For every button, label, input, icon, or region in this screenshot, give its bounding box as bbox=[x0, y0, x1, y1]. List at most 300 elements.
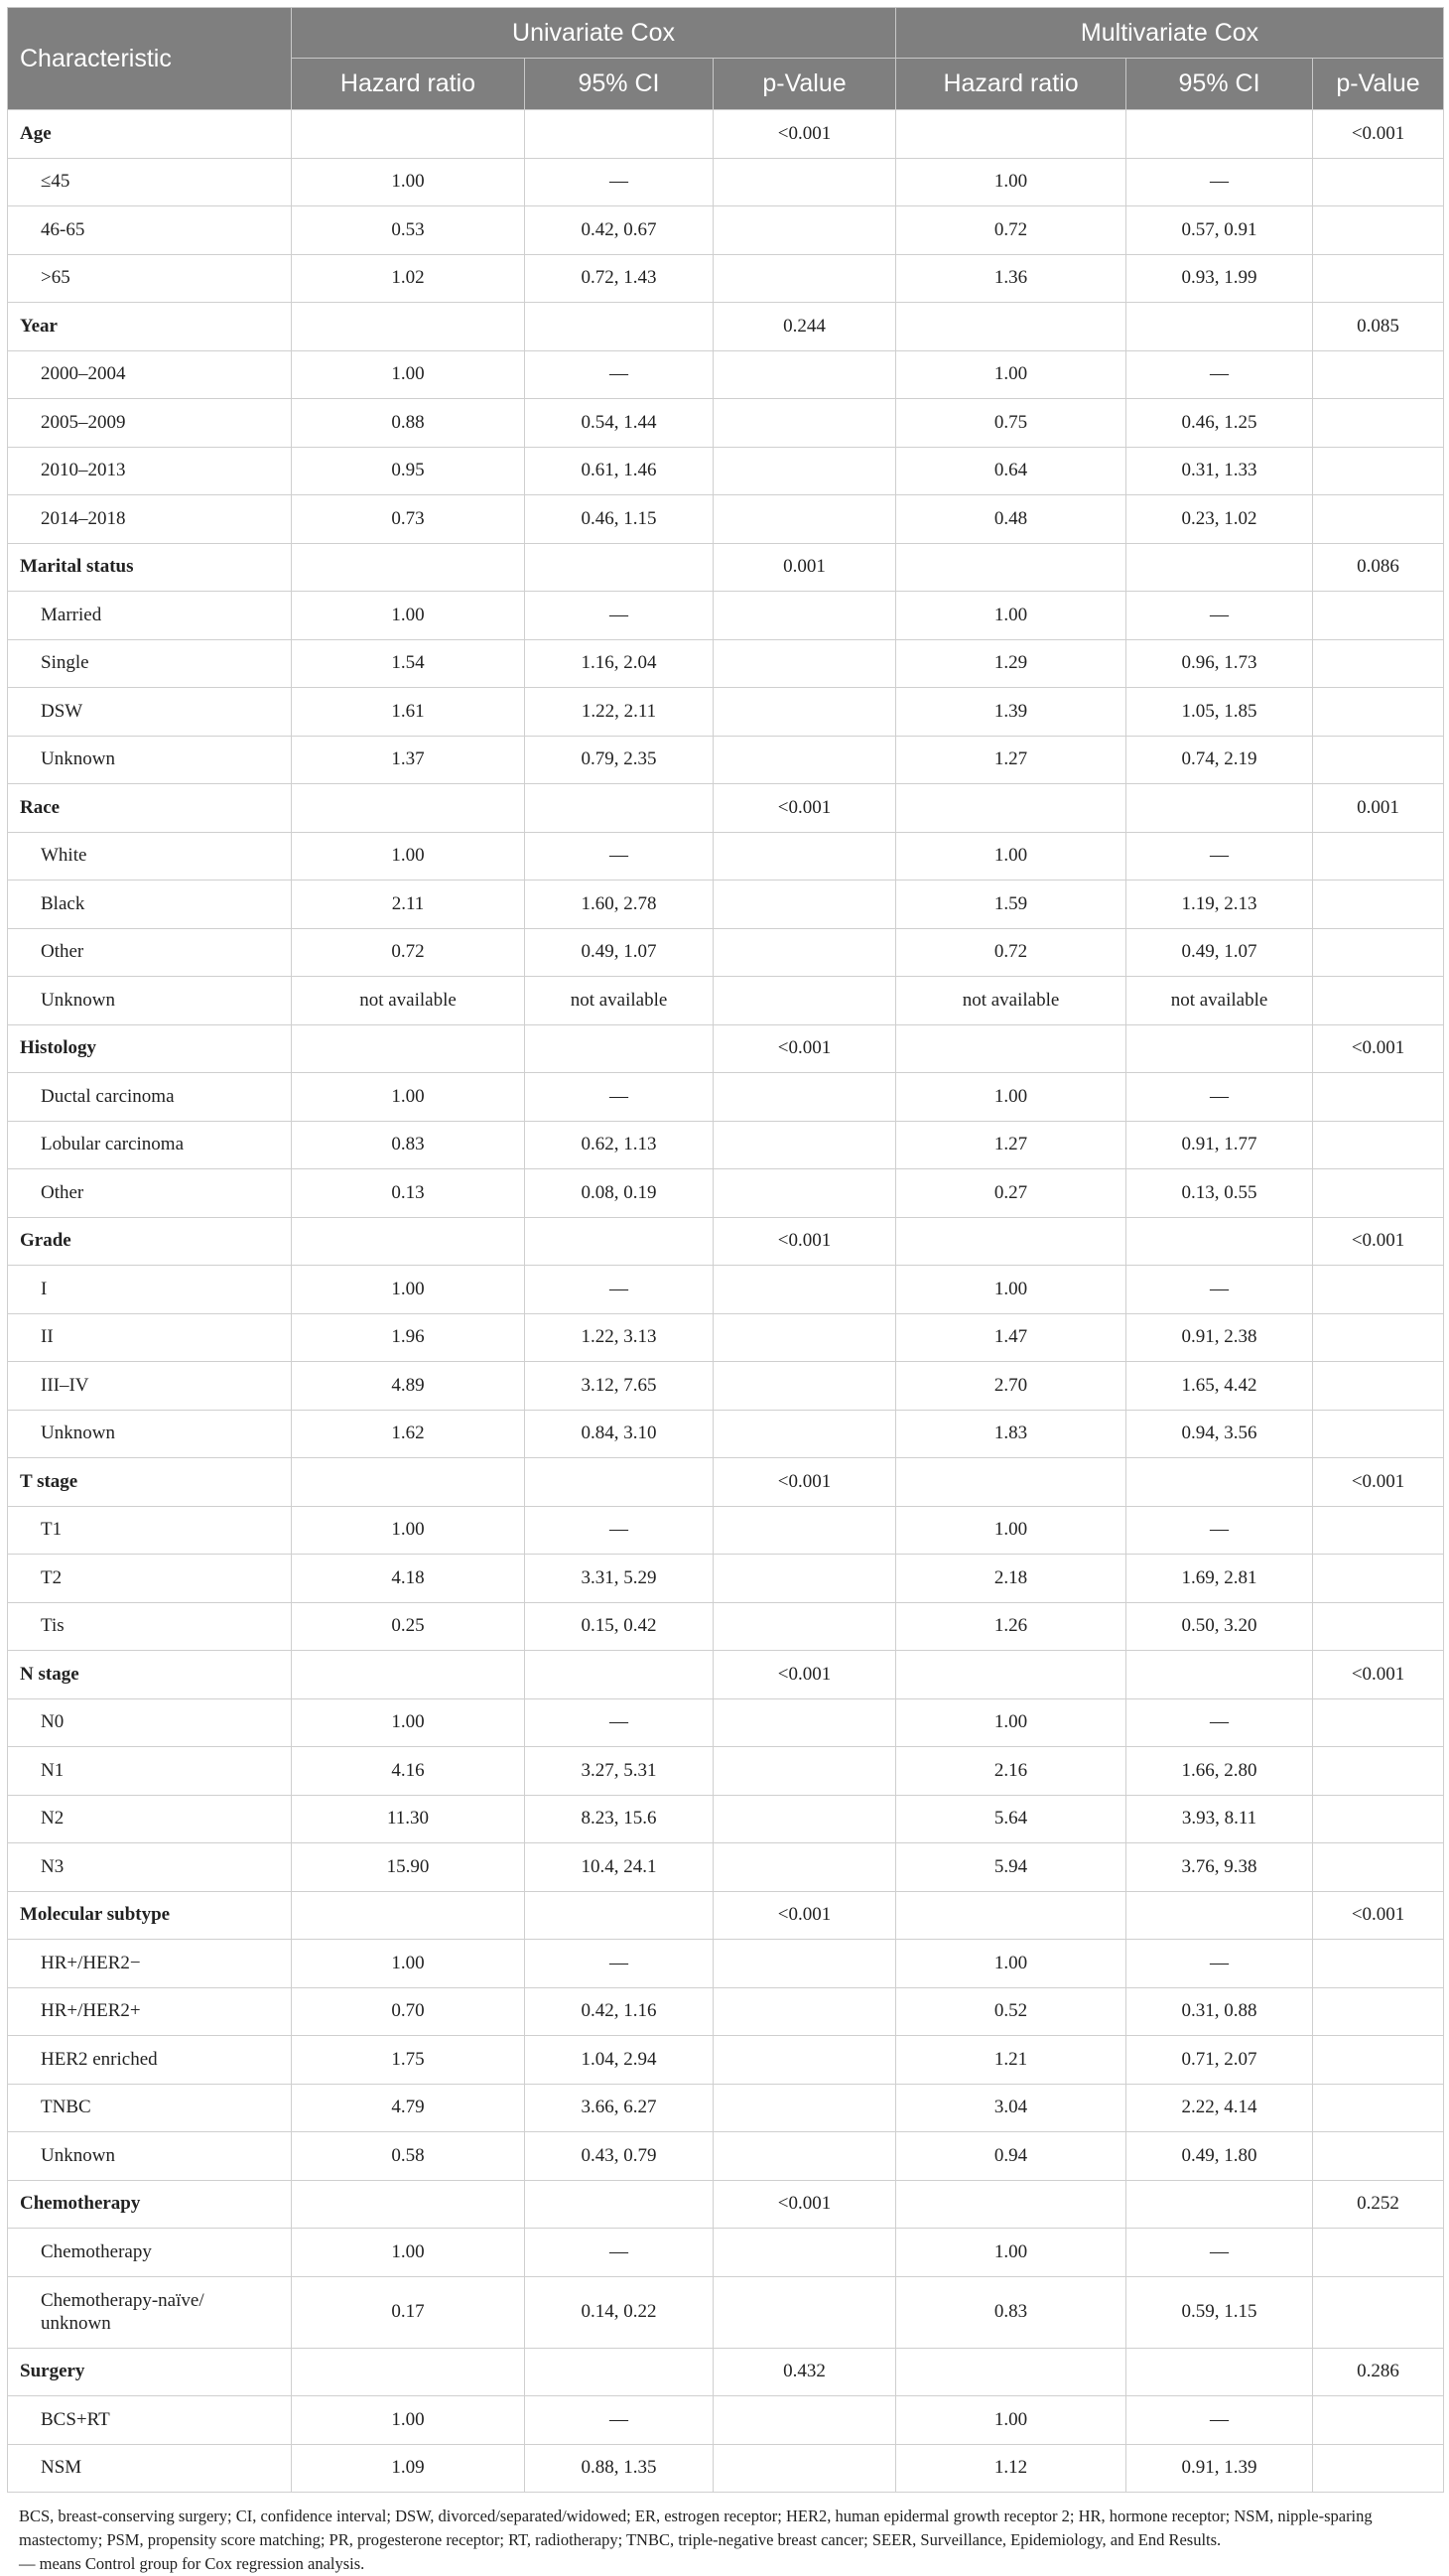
abbreviations-footnote: BCS, breast-conserving surgery; CI, confidence interval; DSW, divorced/separated/widowed; ER, estrogen receptor; HER2, human epidermal growth receptor 2; HR, hormone receptor; NSM, nipple-sparing mastectomy; PSM, propensity score matching; PR, progesterone receptor; RT, radiotherapy; TNBC, triple-negative breast cancer; SEER, Surveillance, Epidemiology, and End Results. bbox=[19, 2507, 1373, 2549]
multi-pvalue-cell bbox=[1313, 2036, 1444, 2085]
table-row bbox=[8, 1987, 1444, 2036]
multi-ci-cell: 0.74, 2.19 bbox=[1126, 736, 1313, 784]
uni-hazard-ratio-cell: 1.00 bbox=[292, 1506, 525, 1555]
group-label: Race bbox=[8, 784, 292, 833]
row-label: 2014–2018 bbox=[8, 495, 292, 544]
group-row bbox=[8, 110, 1444, 159]
multi-ci-cell bbox=[1126, 1024, 1313, 1073]
table-row bbox=[8, 639, 1444, 688]
row-label: Ductal carcinoma bbox=[8, 1073, 292, 1122]
row-label: Other bbox=[8, 1169, 292, 1218]
multi-pvalue-cell: 0.085 bbox=[1313, 303, 1444, 351]
table-row bbox=[8, 832, 1444, 881]
group-row bbox=[8, 2348, 1444, 2396]
multi-pvalue-cell: <0.001 bbox=[1313, 1458, 1444, 1507]
table-row bbox=[8, 1602, 1444, 1651]
row-label: 2010–2013 bbox=[8, 447, 292, 495]
multi-hazard-ratio-cell: 1.00 bbox=[896, 158, 1126, 206]
multi-ci-cell: 1.65, 4.42 bbox=[1126, 1362, 1313, 1411]
multi-hazard-ratio-cell: 0.75 bbox=[896, 399, 1126, 448]
multi-ci-cell: — bbox=[1126, 1940, 1313, 1988]
uni-pvalue-cell bbox=[714, 1121, 896, 1169]
table-row bbox=[8, 2132, 1444, 2181]
multi-hazard-ratio-cell: 0.72 bbox=[896, 206, 1126, 255]
multi-hazard-ratio-cell bbox=[896, 1458, 1126, 1507]
row-label: ≤45 bbox=[8, 158, 292, 206]
uni-hazard-ratio-cell bbox=[292, 1891, 525, 1940]
multi-hazard-ratio-cell: 1.29 bbox=[896, 639, 1126, 688]
uni-ci-cell: 0.43, 0.79 bbox=[525, 2132, 714, 2181]
multi-pvalue-cell: 0.086 bbox=[1313, 543, 1444, 592]
table-row bbox=[8, 1843, 1444, 1892]
table-row bbox=[8, 592, 1444, 640]
multi-ci-cell bbox=[1126, 110, 1313, 159]
uni-ci-cell: 1.16, 2.04 bbox=[525, 639, 714, 688]
row-label: N0 bbox=[8, 1698, 292, 1747]
multi-pvalue-cell bbox=[1313, 2084, 1444, 2132]
multi-hazard-ratio-cell bbox=[896, 784, 1126, 833]
table-row bbox=[8, 688, 1444, 737]
uni-hazard-ratio-cell: 1.00 bbox=[292, 350, 525, 399]
multi-pvalue-cell bbox=[1313, 1073, 1444, 1122]
multi-hazard-ratio-cell: 1.00 bbox=[896, 2229, 1126, 2277]
uni-pvalue-cell bbox=[714, 2276, 896, 2348]
uni-ci-cell bbox=[525, 784, 714, 833]
uni-hazard-ratio-cell: 1.00 bbox=[292, 158, 525, 206]
group-label: Age bbox=[8, 110, 292, 159]
uni-hazard-ratio-cell bbox=[292, 110, 525, 159]
multi-hazard-ratio-cell: not available bbox=[896, 977, 1126, 1025]
uni-hazard-ratio-cell: 1.37 bbox=[292, 736, 525, 784]
uni-ci-cell: 1.22, 2.11 bbox=[525, 688, 714, 737]
multi-hazard-ratio-cell: 1.12 bbox=[896, 2444, 1126, 2493]
group-row bbox=[8, 784, 1444, 833]
multi-ci-cell: 3.93, 8.11 bbox=[1126, 1795, 1313, 1843]
uni-pvalue-cell bbox=[714, 1698, 896, 1747]
multi-pvalue-cell: 0.252 bbox=[1313, 2180, 1444, 2229]
multi-hazard-ratio-cell: 1.00 bbox=[896, 592, 1126, 640]
multi-hazard-ratio-cell: 1.47 bbox=[896, 1313, 1126, 1362]
uni-ci-cell: — bbox=[525, 1940, 714, 1988]
uni-hazard-ratio-cell: 1.00 bbox=[292, 1940, 525, 1988]
row-label: Unknown bbox=[8, 736, 292, 784]
uni-hazard-ratio-cell: 1.02 bbox=[292, 254, 525, 303]
uni-hazard-ratio-cell: 1.62 bbox=[292, 1410, 525, 1458]
multi-pvalue-cell bbox=[1313, 495, 1444, 544]
row-label: Unknown bbox=[8, 2132, 292, 2181]
multi-pvalue-cell: <0.001 bbox=[1313, 1217, 1444, 1266]
multi-hazard-ratio-cell: 5.64 bbox=[896, 1795, 1126, 1843]
table-row bbox=[8, 350, 1444, 399]
multi-pvalue-cell bbox=[1313, 2229, 1444, 2277]
uni-hazard-ratio-cell: 0.88 bbox=[292, 399, 525, 448]
multi-ci-cell bbox=[1126, 2180, 1313, 2229]
uni-ci-cell: — bbox=[525, 832, 714, 881]
multi-ci-cell: 1.05, 1.85 bbox=[1126, 688, 1313, 737]
uni-ci-cell: — bbox=[525, 1073, 714, 1122]
uni-pvalue-cell: <0.001 bbox=[714, 1217, 896, 1266]
group-row bbox=[8, 1651, 1444, 1699]
row-label: 46-65 bbox=[8, 206, 292, 255]
uni-ci-cell: 3.66, 6.27 bbox=[525, 2084, 714, 2132]
multi-pvalue-cell bbox=[1313, 350, 1444, 399]
multi-ci-cell: 2.22, 4.14 bbox=[1126, 2084, 1313, 2132]
table-row bbox=[8, 1073, 1444, 1122]
uni-pvalue-cell bbox=[714, 1073, 896, 1122]
multi-hazard-ratio-cell: 0.83 bbox=[896, 2276, 1126, 2348]
uni-hazard-ratio-cell: 0.13 bbox=[292, 1169, 525, 1218]
multi-hazard-ratio-cell: 1.00 bbox=[896, 1940, 1126, 1988]
row-label: BCS+RT bbox=[8, 2396, 292, 2445]
multi-hazard-ratio-cell: 1.00 bbox=[896, 1506, 1126, 1555]
uni-ci-cell bbox=[525, 1217, 714, 1266]
multi-ci-cell: 0.46, 1.25 bbox=[1126, 399, 1313, 448]
multi-pvalue-header: p-Value bbox=[1313, 59, 1444, 110]
multi-pvalue-cell bbox=[1313, 881, 1444, 929]
multi-pvalue-cell bbox=[1313, 1843, 1444, 1892]
table-row bbox=[8, 928, 1444, 977]
multi-pvalue-cell: <0.001 bbox=[1313, 1024, 1444, 1073]
uni-ci-cell: 0.72, 1.43 bbox=[525, 254, 714, 303]
uni-hazard-ratio-cell bbox=[292, 2348, 525, 2396]
table-row bbox=[8, 736, 1444, 784]
multi-hazard-ratio-cell: 5.94 bbox=[896, 1843, 1126, 1892]
multi-pvalue-cell: <0.001 bbox=[1313, 110, 1444, 159]
multi-hazard-ratio-cell: 1.00 bbox=[896, 1073, 1126, 1122]
multi-hazard-ratio-cell: 1.00 bbox=[896, 1266, 1126, 1314]
uni-pvalue-cell bbox=[714, 399, 896, 448]
table-row bbox=[8, 2444, 1444, 2493]
multi-pvalue-cell bbox=[1313, 254, 1444, 303]
multi-ci-cell: — bbox=[1126, 1266, 1313, 1314]
multi-ci-cell: 0.94, 3.56 bbox=[1126, 1410, 1313, 1458]
row-label: HER2 enriched bbox=[8, 2036, 292, 2085]
row-label: Married bbox=[8, 592, 292, 640]
multi-hazard-ratio-cell: 1.00 bbox=[896, 2396, 1126, 2445]
multi-hazard-ratio-cell: 1.59 bbox=[896, 881, 1126, 929]
uni-pvalue-cell bbox=[714, 2036, 896, 2085]
row-label: N1 bbox=[8, 1747, 292, 1796]
multi-ci-cell: 0.96, 1.73 bbox=[1126, 639, 1313, 688]
row-label: Other bbox=[8, 928, 292, 977]
table-row bbox=[8, 1169, 1444, 1218]
table-row bbox=[8, 447, 1444, 495]
uni-pvalue-cell bbox=[714, 495, 896, 544]
uni-pvalue-cell bbox=[714, 1313, 896, 1362]
uni-pvalue-cell bbox=[714, 2132, 896, 2181]
multi-pvalue-cell: <0.001 bbox=[1313, 1651, 1444, 1699]
multi-ci-cell: — bbox=[1126, 158, 1313, 206]
uni-ci-cell bbox=[525, 2180, 714, 2229]
uni-hazard-ratio-cell: 4.79 bbox=[292, 2084, 525, 2132]
uni-pvalue-cell bbox=[714, 1602, 896, 1651]
characteristic-header: Characteristic bbox=[8, 8, 292, 110]
multi-ci-cell bbox=[1126, 1891, 1313, 1940]
table-row bbox=[8, 1410, 1444, 1458]
group-label: Year bbox=[8, 303, 292, 351]
uni-pvalue-cell: <0.001 bbox=[714, 1024, 896, 1073]
multi-hazard-ratio-cell: 1.00 bbox=[896, 350, 1126, 399]
table-footnotes bbox=[19, 2505, 1444, 2576]
table-row bbox=[8, 206, 1444, 255]
group-label: Marital status bbox=[8, 543, 292, 592]
uni-pvalue-cell: <0.001 bbox=[714, 110, 896, 159]
multi-ci-cell: 0.91, 1.77 bbox=[1126, 1121, 1313, 1169]
uni-hazard-ratio-cell: 0.73 bbox=[292, 495, 525, 544]
uni-pvalue-cell: <0.001 bbox=[714, 784, 896, 833]
table-row bbox=[8, 1698, 1444, 1747]
uni-hazard-ratio-cell: 0.70 bbox=[292, 1987, 525, 2036]
uni-pvalue-cell bbox=[714, 977, 896, 1025]
uni-ci-cell: not available bbox=[525, 977, 714, 1025]
table-body bbox=[8, 110, 1444, 2493]
table-row bbox=[8, 2276, 1444, 2348]
uni-hazard-ratio-cell: 1.61 bbox=[292, 688, 525, 737]
multi-pvalue-cell bbox=[1313, 2444, 1444, 2493]
multi-pvalue-cell bbox=[1313, 1698, 1444, 1747]
multi-hazard-ratio-cell: 2.16 bbox=[896, 1747, 1126, 1796]
multi-ci-cell: 0.23, 1.02 bbox=[1126, 495, 1313, 544]
multi-hazard-ratio-cell bbox=[896, 543, 1126, 592]
uni-hazard-ratio-cell bbox=[292, 543, 525, 592]
table-row bbox=[8, 1555, 1444, 1603]
uni-ci-cell: 3.27, 5.31 bbox=[525, 1747, 714, 1796]
multi-pvalue-cell bbox=[1313, 977, 1444, 1025]
uni-pvalue-cell: 0.244 bbox=[714, 303, 896, 351]
row-label: Lobular carcinoma bbox=[8, 1121, 292, 1169]
multi-pvalue-cell: <0.001 bbox=[1313, 1891, 1444, 1940]
multi-ci-cell: — bbox=[1126, 832, 1313, 881]
multi-pvalue-cell bbox=[1313, 1987, 1444, 2036]
multi-pvalue-cell bbox=[1313, 928, 1444, 977]
table-row bbox=[8, 1121, 1444, 1169]
uni-pvalue-cell bbox=[714, 447, 896, 495]
multi-hazard-ratio-cell: 0.52 bbox=[896, 1987, 1126, 2036]
uni-ci-cell: 0.54, 1.44 bbox=[525, 399, 714, 448]
uni-ci-cell: 0.42, 1.16 bbox=[525, 1987, 714, 2036]
uni-pvalue-cell bbox=[714, 881, 896, 929]
uni-pvalue-cell bbox=[714, 1169, 896, 1218]
uni-ci-cell: — bbox=[525, 2396, 714, 2445]
uni-ci-cell: 3.31, 5.29 bbox=[525, 1555, 714, 1603]
multi-ci-cell: 0.57, 0.91 bbox=[1126, 206, 1313, 255]
multi-hazard-ratio-cell bbox=[896, 1891, 1126, 1940]
multi-pvalue-cell bbox=[1313, 1266, 1444, 1314]
uni-pvalue-cell bbox=[714, 1506, 896, 1555]
uni-hazard-ratio-cell: 1.00 bbox=[292, 832, 525, 881]
multi-ci-cell bbox=[1126, 1651, 1313, 1699]
control-footnote: — means Control group for Cox regression analysis. bbox=[19, 2554, 365, 2573]
multi-pvalue-cell bbox=[1313, 399, 1444, 448]
uni-ci-header: 95% CI bbox=[525, 59, 714, 110]
uni-hazard-ratio-cell bbox=[292, 784, 525, 833]
uni-pvalue-cell bbox=[714, 206, 896, 255]
multi-pvalue-cell bbox=[1313, 2396, 1444, 2445]
group-row bbox=[8, 1458, 1444, 1507]
row-label: HR+/HER2+ bbox=[8, 1987, 292, 2036]
uni-pvalue-cell: <0.001 bbox=[714, 2180, 896, 2229]
row-label: Single bbox=[8, 639, 292, 688]
row-label: I bbox=[8, 1266, 292, 1314]
multi-ci-cell bbox=[1126, 784, 1313, 833]
table-row bbox=[8, 399, 1444, 448]
uni-ci-cell bbox=[525, 1458, 714, 1507]
table-row bbox=[8, 2084, 1444, 2132]
uni-hazard-ratio-cell: 4.89 bbox=[292, 1362, 525, 1411]
uni-ci-cell: — bbox=[525, 2229, 714, 2277]
multi-ci-cell: 0.13, 0.55 bbox=[1126, 1169, 1313, 1218]
multi-ci-cell: — bbox=[1126, 2396, 1313, 2445]
uni-hazard-ratio-cell: 0.95 bbox=[292, 447, 525, 495]
uni-ci-cell bbox=[525, 1891, 714, 1940]
multi-hazard-ratio-cell bbox=[896, 1024, 1126, 1073]
multi-pvalue-cell bbox=[1313, 1506, 1444, 1555]
uni-pvalue-cell bbox=[714, 1555, 896, 1603]
uni-pvalue-cell bbox=[714, 736, 896, 784]
uni-ci-cell: 0.15, 0.42 bbox=[525, 1602, 714, 1651]
multi-hazard-ratio-cell: 1.27 bbox=[896, 736, 1126, 784]
row-label: 2000–2004 bbox=[8, 350, 292, 399]
uni-pvalue-cell bbox=[714, 832, 896, 881]
multi-hazard-ratio-cell: 0.27 bbox=[896, 1169, 1126, 1218]
uni-ci-cell: — bbox=[525, 1506, 714, 1555]
multi-hazard-ratio-cell bbox=[896, 2180, 1126, 2229]
uni-hazard-ratio-cell bbox=[292, 2180, 525, 2229]
uni-pvalue-cell bbox=[714, 1795, 896, 1843]
uni-ci-cell: 0.46, 1.15 bbox=[525, 495, 714, 544]
uni-ci-cell: — bbox=[525, 158, 714, 206]
uni-hazard-ratio-cell bbox=[292, 1024, 525, 1073]
uni-pvalue-cell bbox=[714, 639, 896, 688]
multi-hazard-ratio-cell bbox=[896, 1651, 1126, 1699]
uni-hazard-ratio-cell bbox=[292, 1651, 525, 1699]
row-label: N2 bbox=[8, 1795, 292, 1843]
uni-hazard-ratio-cell: 1.09 bbox=[292, 2444, 525, 2493]
table-row bbox=[8, 1266, 1444, 1314]
uni-hazard-ratio-cell: 1.00 bbox=[292, 1266, 525, 1314]
uni-pvalue-cell bbox=[714, 2396, 896, 2445]
uni-hazard-ratio-cell bbox=[292, 1217, 525, 1266]
multi-hazard-ratio-cell bbox=[896, 303, 1126, 351]
group-row bbox=[8, 1217, 1444, 1266]
multi-hazard-ratio-cell: 0.72 bbox=[896, 928, 1126, 977]
table-row bbox=[8, 2036, 1444, 2085]
uni-hazard-ratio-cell: 0.25 bbox=[292, 1602, 525, 1651]
multi-pvalue-cell bbox=[1313, 1940, 1444, 1988]
multi-pvalue-cell bbox=[1313, 1362, 1444, 1411]
group-label: Molecular subtype bbox=[8, 1891, 292, 1940]
group-row bbox=[8, 303, 1444, 351]
table-row bbox=[8, 1506, 1444, 1555]
uni-hazard-ratio-cell: 1.75 bbox=[292, 2036, 525, 2085]
table-row bbox=[8, 2396, 1444, 2445]
multi-ci-cell: 0.31, 1.33 bbox=[1126, 447, 1313, 495]
row-label: Chemotherapy bbox=[8, 2229, 292, 2277]
multi-pvalue-cell bbox=[1313, 639, 1444, 688]
table-row bbox=[8, 158, 1444, 206]
group-label: T stage bbox=[8, 1458, 292, 1507]
uni-ci-cell: 0.61, 1.46 bbox=[525, 447, 714, 495]
multi-ci-cell: 0.49, 1.80 bbox=[1126, 2132, 1313, 2181]
uni-pvalue-cell bbox=[714, 1940, 896, 1988]
multi-pvalue-cell bbox=[1313, 832, 1444, 881]
uni-hazard-ratio-cell: 1.00 bbox=[292, 1698, 525, 1747]
uni-hazard-ratio-cell: 0.72 bbox=[292, 928, 525, 977]
multi-hazard-ratio-cell: 1.36 bbox=[896, 254, 1126, 303]
uni-ci-cell: 0.08, 0.19 bbox=[525, 1169, 714, 1218]
uni-pvalue-cell bbox=[714, 1266, 896, 1314]
uni-ci-cell: 1.60, 2.78 bbox=[525, 881, 714, 929]
multi-hazard-ratio-cell: 1.00 bbox=[896, 832, 1126, 881]
multi-ci-cell: — bbox=[1126, 1506, 1313, 1555]
uni-pvalue-cell bbox=[714, 2229, 896, 2277]
uni-hazard-ratio-cell: 11.30 bbox=[292, 1795, 525, 1843]
table-row bbox=[8, 1362, 1444, 1411]
uni-hazard-ratio-cell: 4.18 bbox=[292, 1555, 525, 1603]
multi-ci-header: 95% CI bbox=[1126, 59, 1313, 110]
multi-ci-cell: 1.19, 2.13 bbox=[1126, 881, 1313, 929]
uni-hazard-ratio-cell: 1.00 bbox=[292, 2229, 525, 2277]
multi-ci-cell bbox=[1126, 303, 1313, 351]
multi-ci-cell: 0.91, 1.39 bbox=[1126, 2444, 1313, 2493]
uni-ci-cell bbox=[525, 543, 714, 592]
uni-pvalue-cell: 0.001 bbox=[714, 543, 896, 592]
multi-ci-cell: 0.50, 3.20 bbox=[1126, 1602, 1313, 1651]
multi-ci-cell: 1.66, 2.80 bbox=[1126, 1747, 1313, 1796]
uni-hazard-ratio-cell: 0.53 bbox=[292, 206, 525, 255]
uni-ci-cell: — bbox=[525, 592, 714, 640]
multi-hazard-ratio-cell: 1.00 bbox=[896, 1698, 1126, 1747]
row-label: Unknown bbox=[8, 1410, 292, 1458]
row-label: Chemotherapy-naïve/ unknown bbox=[8, 2276, 292, 2348]
uni-pvalue-cell: <0.001 bbox=[714, 1651, 896, 1699]
multi-pvalue-cell bbox=[1313, 2132, 1444, 2181]
multi-pvalue-cell bbox=[1313, 2276, 1444, 2348]
row-label: T1 bbox=[8, 1506, 292, 1555]
multi-ci-cell: 0.49, 1.07 bbox=[1126, 928, 1313, 977]
multi-ci-cell: 0.59, 1.15 bbox=[1126, 2276, 1313, 2348]
cox-regression-table-container bbox=[7, 7, 1443, 2573]
row-label: HR+/HER2− bbox=[8, 1940, 292, 1988]
table-row bbox=[8, 2229, 1444, 2277]
multi-pvalue-cell bbox=[1313, 158, 1444, 206]
multi-pvalue-cell bbox=[1313, 736, 1444, 784]
multi-ci-cell: — bbox=[1126, 592, 1313, 640]
uni-pvalue-cell bbox=[714, 1987, 896, 2036]
table-header bbox=[8, 8, 1444, 110]
uni-pvalue-cell bbox=[714, 1362, 896, 1411]
uni-ci-cell: 0.88, 1.35 bbox=[525, 2444, 714, 2493]
multi-hazard-ratio-cell: 1.83 bbox=[896, 1410, 1126, 1458]
table-row bbox=[8, 254, 1444, 303]
uni-hazard-ratio-cell bbox=[292, 303, 525, 351]
uni-pvalue-cell: 0.432 bbox=[714, 2348, 896, 2396]
multi-ci-cell: 0.91, 2.38 bbox=[1126, 1313, 1313, 1362]
uni-pvalue-cell bbox=[714, 2444, 896, 2493]
multi-hazard-ratio-cell: 0.64 bbox=[896, 447, 1126, 495]
uni-pvalue-cell bbox=[714, 158, 896, 206]
uni-hazard-ratio-cell: 1.00 bbox=[292, 2396, 525, 2445]
multi-hazard-ratio-cell: 1.21 bbox=[896, 2036, 1126, 2085]
table-row bbox=[8, 881, 1444, 929]
uni-pvalue-cell bbox=[714, 1410, 896, 1458]
uni-pvalue-cell: <0.001 bbox=[714, 1891, 896, 1940]
row-label: DSW bbox=[8, 688, 292, 737]
uni-pvalue-cell bbox=[714, 688, 896, 737]
multi-hazard-ratio-cell bbox=[896, 2348, 1126, 2396]
multi-ci-cell: — bbox=[1126, 1698, 1313, 1747]
uni-ci-cell bbox=[525, 303, 714, 351]
